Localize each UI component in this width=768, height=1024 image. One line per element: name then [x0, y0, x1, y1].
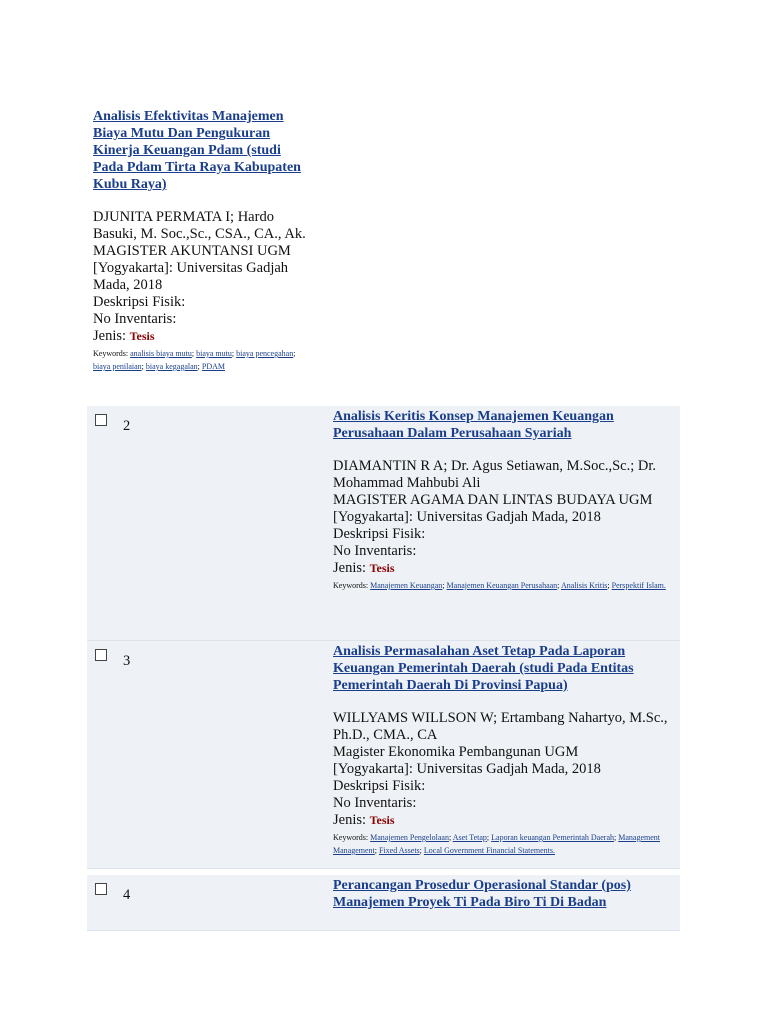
- result-title-link[interactable]: Analisis Permasalahan Aset Tetap Pada Laporan Keuangan Pemerintah Daerah (studi Pada Entitas Pemerintah Daerah Di Provinsi Papua): [333, 644, 634, 693]
- result-meta: [93, 209, 311, 345]
- result-deskripsi: Deskripsi Fisik:: [93, 294, 186, 310]
- keyword-link[interactable]: Management Management: [333, 833, 660, 855]
- keyword-link[interactable]: Analisis Kritis: [560, 581, 608, 590]
- result-jenis: [93, 328, 311, 345]
- result-entry-2: [87, 406, 680, 641]
- result-content: [333, 408, 673, 592]
- keyword-link[interactable]: biaya pencegahan: [236, 349, 294, 358]
- result-authors: DJUNITA PERMATA I; Hardo Basuki, M. Soc.,Sc., CSA., CA., Ak.: [93, 209, 306, 242]
- result-inventaris: No Inventaris:: [333, 543, 417, 559]
- result-number: 4: [123, 887, 131, 903]
- keywords-label: Keywords:: [93, 349, 129, 358]
- result-jenis: [333, 812, 673, 829]
- result-entry-1: [93, 108, 311, 373]
- result-number: 2: [123, 418, 131, 434]
- result-inventaris: No Inventaris:: [93, 311, 177, 327]
- result-title-link[interactable]: Analisis Keritis Konsep Manajemen Keuangan Perusahaan Dalam Perusahaan Syariah: [333, 409, 614, 441]
- select-checkbox[interactable]: [95, 414, 107, 426]
- keyword-link[interactable]: Aset Tetap: [452, 833, 487, 842]
- result-entry-4: [87, 875, 680, 931]
- result-deskripsi: Deskripsi Fisik:: [333, 778, 426, 794]
- result-authors: DIAMANTIN R A; Dr. Agus Setiawan, M.Soc.,Sc.; Dr. Mohammad Mahbubi Ali: [333, 458, 657, 491]
- result-authors: WILLYAMS WILLSON W; Ertambang Nahartyo, M.Sc., Ph.D., CMA., CA: [333, 710, 668, 743]
- keyword-link[interactable]: analisis biaya mutu: [130, 349, 192, 358]
- result-program: MAGISTER AKUNTANSI UGM: [93, 243, 291, 259]
- keywords-list: Keywords: Manajemen Keuangan; Manajemen Keuangan Perusahaan; Analisis Kritis; Perspektif Islam.: [333, 581, 666, 590]
- select-checkbox[interactable]: [95, 649, 107, 661]
- keywords-label: Keywords:: [333, 833, 369, 842]
- jenis-value: Tesis: [129, 329, 155, 343]
- result-program: Magister Ekonomika Pembangunan UGM: [333, 744, 579, 760]
- keyword-link[interactable]: Local Government Financial Statements.: [423, 846, 555, 855]
- keyword-link[interactable]: Manajemen Keuangan: [370, 581, 443, 590]
- keyword-link[interactable]: Manajemen Pengelolaan: [370, 833, 449, 842]
- result-publisher: [Yogyakarta]: Universitas Gadjah Mada, 2018: [333, 509, 601, 525]
- result-program: MAGISTER AGAMA DAN LINTAS BUDAYA UGM: [333, 492, 653, 508]
- result-number: 3: [123, 653, 131, 669]
- result-content: [333, 877, 673, 911]
- jenis-label: Jenis:: [93, 328, 127, 344]
- jenis-label: Jenis:: [333, 812, 367, 828]
- keyword-link[interactable]: biaya mutu: [196, 349, 232, 358]
- keywords-label: Keywords:: [333, 581, 369, 590]
- result-entry-3: [87, 641, 680, 869]
- jenis-value: Tesis: [369, 561, 395, 575]
- result-inventaris: No Inventaris:: [333, 795, 417, 811]
- result-publisher: [Yogyakarta]: Universitas Gadjah Mada, 2018: [333, 761, 601, 777]
- result-title-link[interactable]: Perancangan Prosedur Operasional Standar (pos) Manajemen Proyek Ti Pada Biro Ti Di Badan: [333, 878, 631, 910]
- keyword-link[interactable]: PDAM: [201, 362, 225, 371]
- keyword-link[interactable]: Laporan keuangan Pemerintah Daerah: [491, 833, 614, 842]
- result-title-link[interactable]: Analisis Efektivitas Manajemen Biaya Mutu Dan Pengukuran Kinerja Keuangan Pdam (studi Pada Pdam Tirta Raya Kabupaten Kubu Raya): [93, 109, 301, 192]
- result-jenis: [333, 560, 673, 577]
- jenis-label: Jenis:: [333, 560, 367, 576]
- keyword-link[interactable]: biaya kegagalan: [145, 362, 198, 371]
- result-deskripsi: Deskripsi Fisik:: [333, 526, 426, 542]
- keywords-list: Keywords: Manajemen Pengelolaan; Aset Tetap; Laporan keuangan Pemerintah Daerah; Management Management; Fixed Assets; Local Government Financial Statements.: [333, 833, 660, 855]
- result-meta: [333, 458, 673, 577]
- result-publisher: [Yogyakarta]: Universitas Gadjah Mada, 2018: [93, 260, 289, 293]
- keyword-link[interactable]: Fixed Assets: [379, 846, 420, 855]
- keyword-link[interactable]: Manajemen Keuangan Perusahaan: [446, 581, 558, 590]
- keyword-link[interactable]: Perspektif Islam.: [611, 581, 666, 590]
- keyword-link[interactable]: biaya penilaian: [93, 362, 142, 371]
- select-checkbox[interactable]: [95, 883, 107, 895]
- result-meta: [333, 710, 673, 829]
- jenis-value: Tesis: [369, 813, 395, 827]
- keywords-list: Keywords: analisis biaya mutu; biaya mutu; biaya pencegahan; biaya penilaian; biaya kegagalan; PDAM: [93, 349, 296, 371]
- result-content: [333, 643, 673, 857]
